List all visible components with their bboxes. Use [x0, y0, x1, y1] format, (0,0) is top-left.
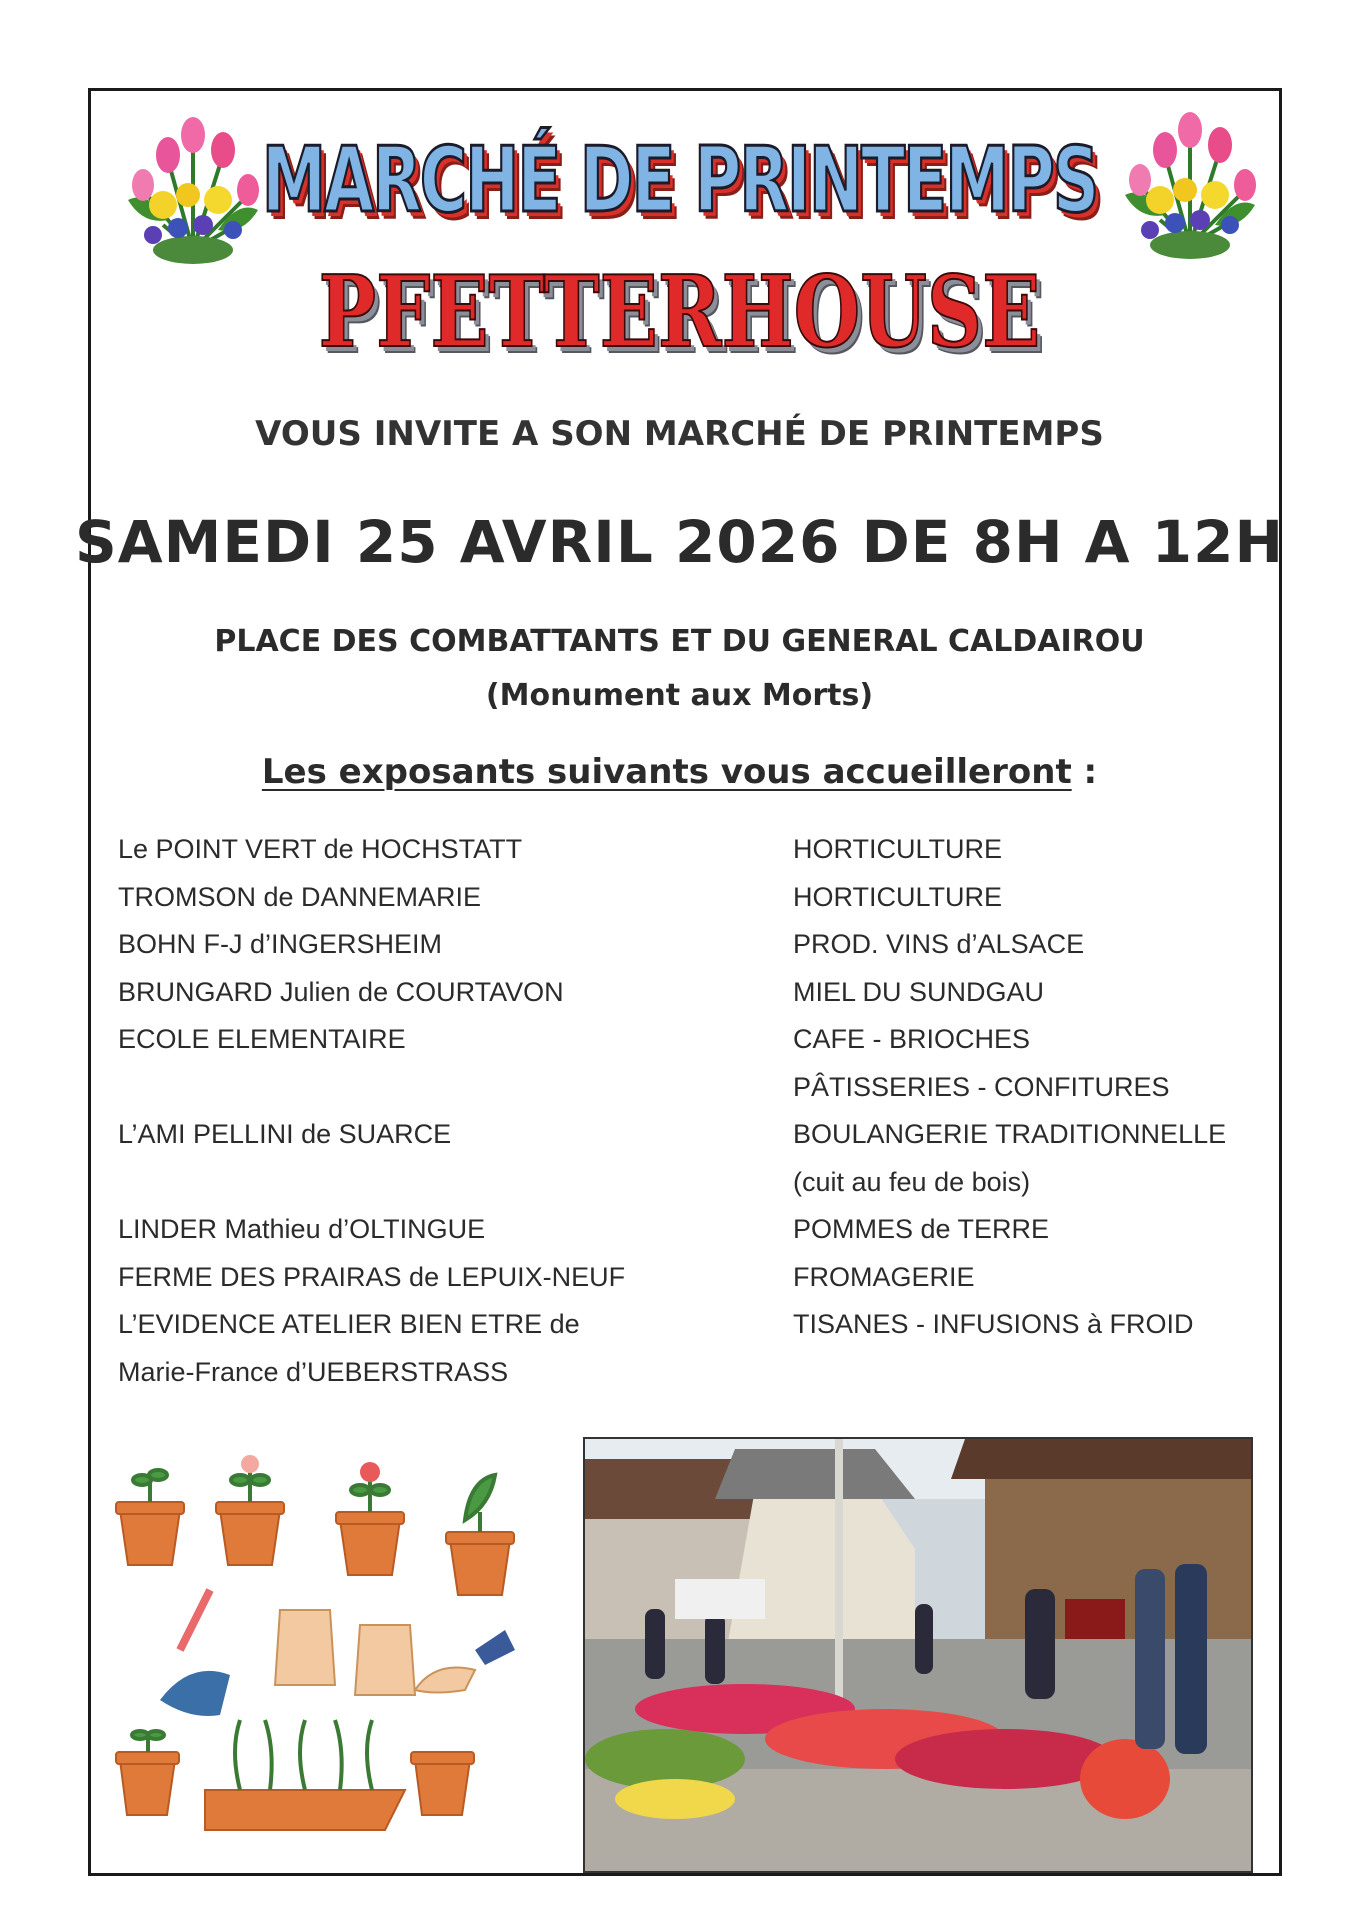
title-pfetterhouse: PFETTERHOUSE [318, 255, 1041, 370]
title-marche-de-printemps: MARCHÉ DE PRINTEMPS [261, 128, 1098, 233]
exhibitor-item: LINDER Mathieu d’OLTINGUE [118, 1214, 486, 1244]
exhibitor-item: Marie-France d’UEBERSTRASS [118, 1356, 509, 1387]
product-item: FROMAGERIE [793, 1261, 975, 1292]
flower-market-photo [583, 1437, 1253, 1873]
product-list [793, 826, 1226, 1349]
product-item: HORTICULTURE [793, 834, 1003, 864]
exhibitors-heading-colon: : [1071, 752, 1098, 792]
product-item: (cuit au feu de bois) [793, 1166, 1031, 1197]
product-item: POMMES de TERRE [793, 1214, 1050, 1244]
event-date: SAMEDI 25 AVRIL 2026 DE 8H A 12H [74, 508, 1285, 576]
exhibitor-item [118, 1159, 625, 1207]
product-item: HORTICULTURE [793, 881, 1003, 912]
product-item: PROD. VINS d’ALSACE [793, 929, 1085, 959]
product-item: TISANES - INFUSIONS à FROID [793, 1309, 1194, 1339]
product-item: MIEL DU SUNDGAU [793, 976, 1045, 1007]
exhibitor-item: TROMSON de DANNEMARIE [118, 881, 482, 912]
exhibitor-item: L’EVIDENCE ATELIER BIEN ETRE de [118, 1309, 580, 1339]
exhibitor-item [118, 1064, 625, 1112]
product-item: PÂTISSERIES - CONFITURES [793, 1071, 1170, 1102]
exhibitor-item: BOHN F-J d’INGERSHEIM [118, 929, 443, 959]
exhibitor-item: FERME DES PRAIRAS de LEPUIX-NEUF [118, 1261, 626, 1292]
exhibitor-item: Le POINT VERT de HOCHSTATT [118, 834, 523, 864]
invite-line: VOUS INVITE A SON MARCHÉ DE PRINTEMPS [255, 414, 1104, 454]
exhibitor-item: ECOLE ELEMENTAIRE [118, 1024, 406, 1054]
event-landmark: (Monument aux Morts) [485, 678, 874, 713]
event-place: PLACE DES COMBATTANTS ET DU GENERAL CALDAIROU [214, 624, 1145, 659]
product-item: CAFE - BRIOCHES [793, 1024, 1031, 1054]
exhibitor-item: BRUNGARD Julien de COURTAVON [118, 976, 564, 1007]
exhibitor-list [118, 826, 625, 1396]
exhibitor-item: L’AMI PELLINI de SUARCE [118, 1119, 452, 1149]
exhibitors-heading-text: Les exposants suivants vous accueilleront [261, 752, 1072, 792]
exhibitors-heading [0, 752, 1359, 792]
gardening-pots-illustration [110, 1450, 550, 1870]
product-item: BOULANGERIE TRADITIONNELLE [793, 1119, 1227, 1149]
